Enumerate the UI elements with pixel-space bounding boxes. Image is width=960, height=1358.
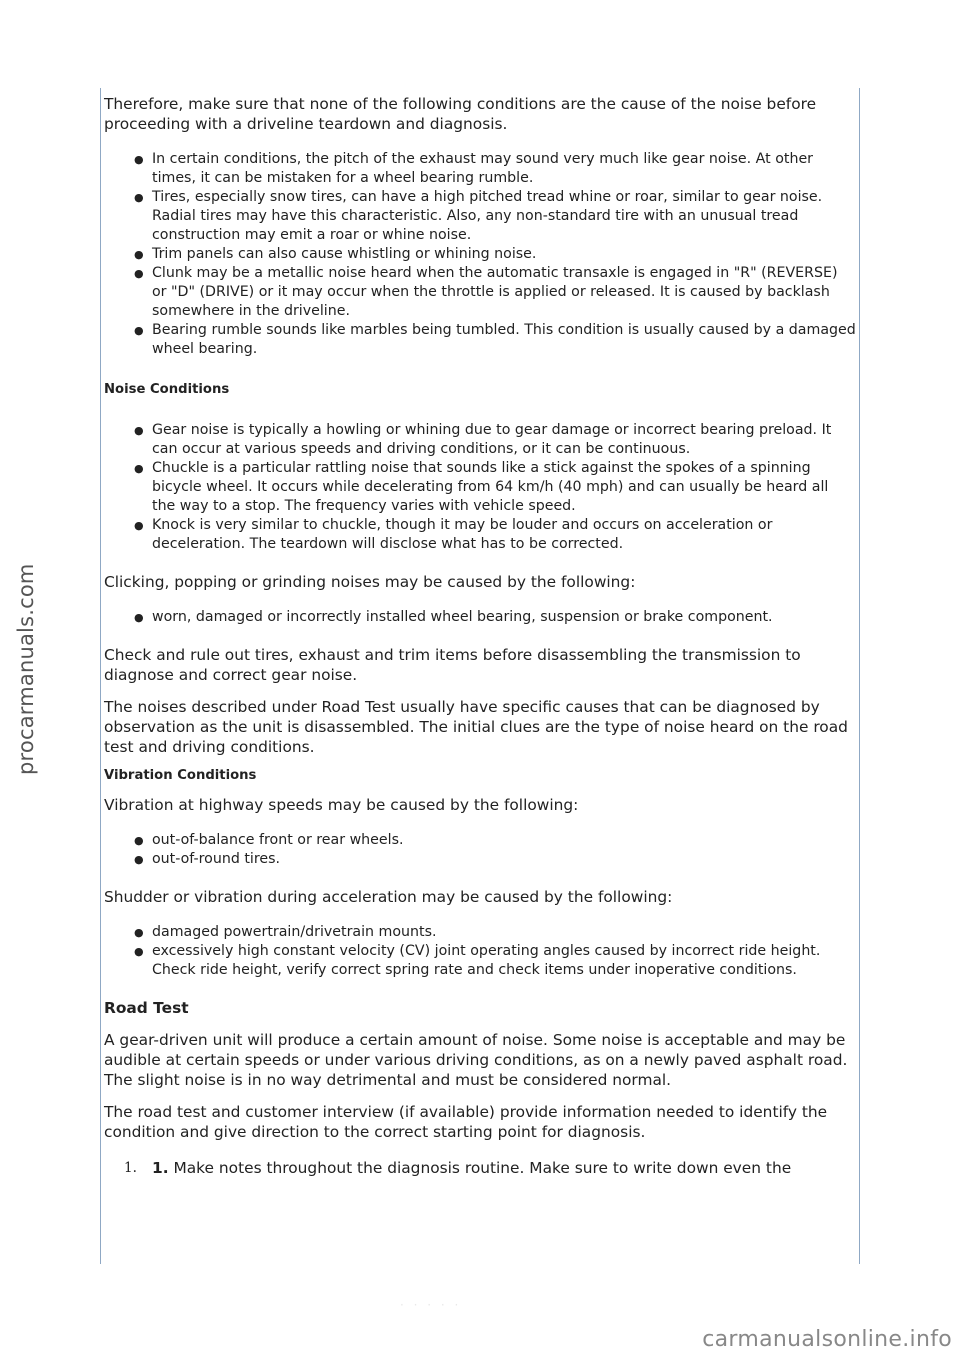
bullet-icon: ● (134, 191, 144, 204)
gear-driven-paragraph: A gear-driven unit will produce a certain amount of noise. Some noise is acceptable and may be audible at certain speeds or under various driving conditions, as on a newly paved asphalt road. The slight noise is in no way detrimental and must be considered normal. (104, 1031, 848, 1089)
road-test-paragraph: The road test and customer interview (if available) provide information needed to identify the condition and give direction to the correct starting point for diagnosis. (104, 1103, 828, 1141)
list-item: ● Tires, especially snow tires, can have a high pitched tread whine or roar, similar to gear noise. Radial tires may have this characteristic. Also, any non-standard tire with an unusual tread construction may emit a roar or whine noise. (134, 189, 823, 243)
side-watermark: procarmanuals.com (14, 563, 38, 775)
bullet-icon: ● (134, 926, 144, 939)
step-bold-number: 1. (152, 1159, 169, 1177)
noise-conditions-list (104, 421, 856, 554)
bullet-icon: ● (134, 267, 144, 280)
bullet-icon: ● (134, 324, 144, 337)
list-item: ● Chuckle is a particular rattling noise that sounds like a stick against the spokes of a spinning bicycle wheel. It occurs while decelerating from 64 km/h (40 mph) and can usually be heard all the way to a stop. The frequency varies with vehicle speed. (134, 460, 829, 514)
intro-paragraph: Therefore, make sure that none of the following conditions are the cause of the noise before proceeding with a driveline teardown and diagnosis. (104, 95, 817, 133)
bottom-watermark: carmanualsonline.info (702, 1327, 952, 1352)
bullet-icon: ● (134, 248, 144, 261)
noise-conditions-heading: Noise Conditions (104, 382, 230, 397)
bullet-icon: ● (134, 462, 144, 475)
diagnosis-steps-list (104, 1158, 856, 1178)
list-item: ● Gear noise is typically a howling or whining due to gear damage or incorrect bearing preload. It can occur at various speeds and driving conditions, or it can be continuous. (134, 422, 832, 457)
list-item: ● excessively high constant velocity (CV) joint operating angles caused by incorrect ride height. Check ride height, verify correct spring rate and check items under inoperative conditions. (134, 943, 821, 978)
noise-causes-list (104, 150, 856, 359)
step-text: Make notes throughout the diagnosis routine. Make sure to write down even the (173, 1159, 792, 1177)
vibration-highway-paragraph: Vibration at highway speeds may be caused by the following: (104, 796, 579, 814)
list-item: ● out-of-balance front or rear wheels. (134, 832, 404, 848)
footer-faint-mark: · · · · · (400, 1298, 462, 1312)
bullet-icon: ● (134, 153, 144, 166)
bullet-icon: ● (134, 424, 144, 437)
vibration-causes-list (104, 831, 856, 869)
check-rule-paragraph: Check and rule out tires, exhaust and trim items before disassembling the transmission to diagnose and correct gear noise. (104, 646, 801, 684)
list-item: ● Bearing rumble sounds like marbles being tumbled. This condition is usually caused by a damaged wheel bearing. (134, 322, 856, 357)
list-item: ● out-of-round tires. (134, 851, 280, 867)
bullet-icon: ● (134, 853, 144, 866)
list-item: ● In certain conditions, the pitch of the exhaust may sound very much like gear noise. At other times, it can be mistaken for a wheel bearing rumble. (134, 151, 814, 186)
bullet-icon: ● (134, 834, 144, 847)
bullet-icon: ● (134, 611, 144, 624)
list-item: ● damaged powertrain/drivetrain mounts. (134, 924, 437, 940)
clicking-causes-list (104, 608, 856, 627)
shudder-causes-list (104, 923, 856, 980)
road-test-heading: Road Test (104, 999, 189, 1017)
list-item: ● Trim panels can also cause whistling or whining noise. (134, 246, 537, 262)
manual-content (104, 94, 856, 1178)
vibration-conditions-heading: Vibration Conditions (104, 768, 257, 783)
list-item: ● Clunk may be a metallic noise heard when the automatic transaxle is engaged in "R" (REVERSE) or "D" (DRIVE) or it may occur when the throttle is applied or released. It is caused by backlash somewhere in the driveline. (134, 265, 838, 319)
shudder-paragraph: Shudder or vibration during acceleration may be caused by the following: (104, 888, 673, 906)
noises-described-paragraph: The noises described under Road Test usually have specific causes that can be diagnosed by observation as the unit is disassembled. The initial clues are the type of noise heard on the road test and driving conditions. (104, 698, 848, 756)
bullet-icon: ● (134, 519, 144, 532)
list-item (104, 1158, 856, 1178)
clicking-paragraph: Clicking, popping or grinding noises may be caused by the following: (104, 573, 636, 591)
list-item: ● Knock is very similar to chuckle, though it may be louder and occurs on acceleration or deceleration. The teardown will disclose what has to be corrected. (134, 517, 773, 552)
step-number: 1. (124, 1160, 137, 1176)
list-item: ● worn, damaged or incorrectly installed wheel bearing, suspension or brake component. (134, 609, 773, 625)
bullet-icon: ● (134, 945, 144, 958)
